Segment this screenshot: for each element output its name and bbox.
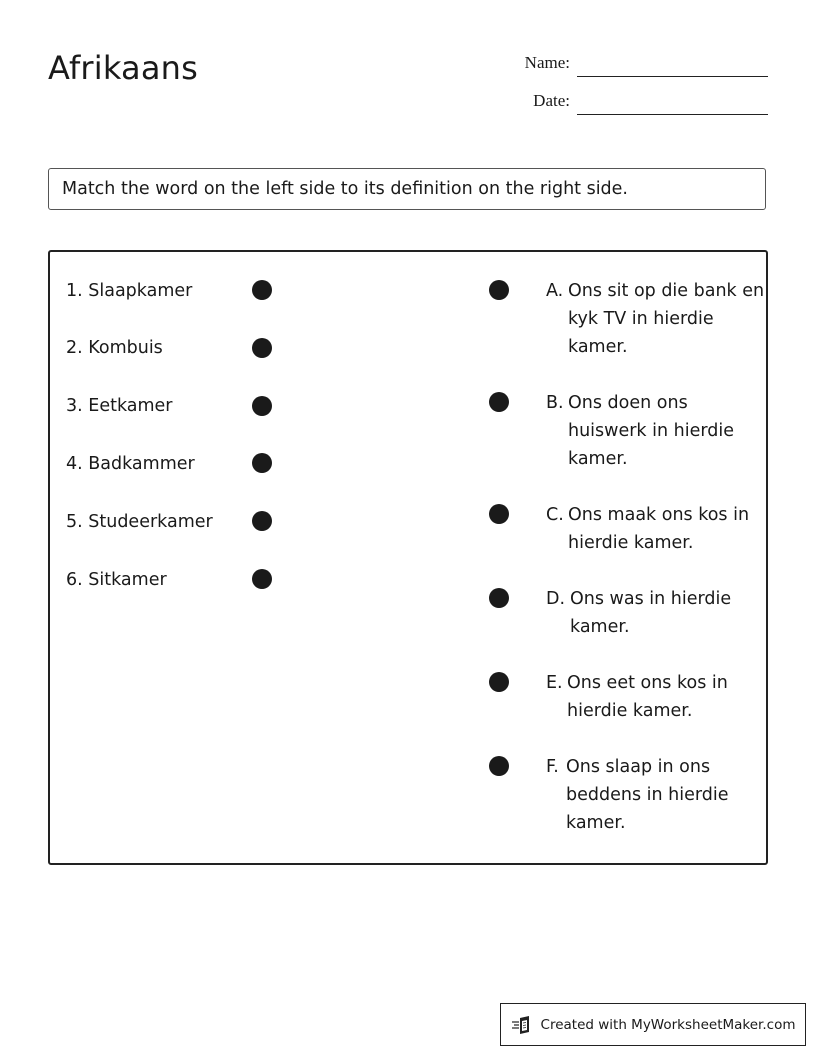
word-item-3: 3. Eetkamer (66, 396, 173, 416)
definition-letter-d: D. (546, 589, 566, 609)
word-item-1: 1. Slaapkamer (66, 281, 193, 301)
word-dot-3[interactable] (252, 396, 272, 416)
name-line[interactable] (577, 76, 768, 77)
word-dot-6[interactable] (252, 569, 272, 589)
worksheet-logo-icon (511, 1015, 535, 1035)
definition-text-f: Ons slaap in ons beddens in hierdie kamer. (566, 757, 729, 833)
definition-text-b: Ons doen ons huiswerk in hierdie kamer. (568, 393, 734, 469)
definition-letter-b: B. (546, 393, 564, 413)
date-line[interactable] (577, 114, 768, 115)
definition-letter-a: A. (546, 281, 564, 301)
instructions-box: Match the word on the left side to its definition on the right side. (48, 168, 766, 210)
word-item-5: 5. Studeerkamer (66, 512, 213, 532)
definition-dot-c[interactable] (489, 504, 509, 524)
definition-text-c: Ons maak ons kos in hierdie kamer. (568, 505, 750, 553)
date-label: Date: (533, 91, 570, 110)
definition-text-d: Ons was in hierdie kamer. (570, 589, 732, 637)
word-item-6: 6. Sitkamer (66, 570, 167, 590)
name-label: Name: (524, 53, 570, 72)
definition-letter-e: E. (546, 673, 563, 693)
definition-dot-d[interactable] (489, 588, 509, 608)
definition-dot-e[interactable] (489, 672, 509, 692)
definition-letter-f: F. (546, 757, 559, 777)
word-item-2: 2. Kombuis (66, 338, 163, 358)
word-dot-5[interactable] (252, 511, 272, 531)
page-title: Afrikaans (48, 49, 199, 87)
definition-dot-a[interactable] (489, 280, 509, 300)
definition-letter-c: C. (546, 505, 564, 525)
word-dot-2[interactable] (252, 338, 272, 358)
footer-credit-text: Created with MyWorksheetMaker.com (540, 1016, 796, 1033)
definition-text-a: Ons sit op die bank en kyk TV in hierdie kamer. (568, 281, 765, 357)
word-dot-4[interactable] (252, 453, 272, 473)
definition-text-e: Ons eet ons kos in hierdie kamer. (567, 673, 728, 721)
definition-dot-f[interactable] (489, 756, 509, 776)
definition-dot-b[interactable] (489, 392, 509, 412)
word-item-4: 4. Badkammer (66, 454, 195, 474)
footer-credit[interactable] (500, 1003, 806, 1046)
word-dot-1[interactable] (252, 280, 272, 300)
